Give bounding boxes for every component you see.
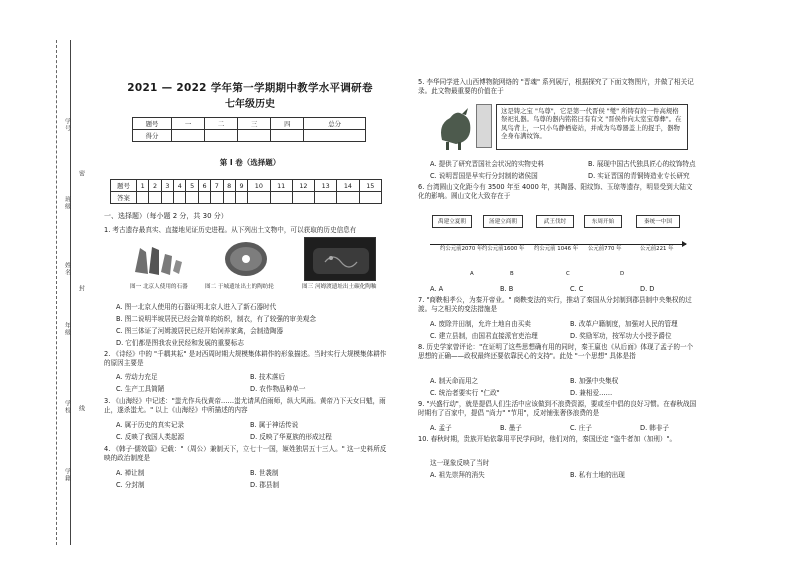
q6-option-c[interactable]: C. C	[570, 285, 584, 293]
q6-option-b[interactable]: B. B	[500, 285, 514, 293]
q8-option-c[interactable]: C. 统治者要实行 "仁政"	[430, 389, 500, 397]
q7-option-d[interactable]: D. 奖励军功，按军功大小授予爵位	[570, 332, 672, 340]
score-table	[132, 117, 366, 142]
answer-header-cell: 4	[174, 180, 186, 192]
score-header-cell: 题号	[133, 118, 172, 130]
answer-header-cell: 1	[137, 180, 149, 192]
answer-input-cell[interactable]	[337, 192, 359, 204]
binding-marker-closure: 封	[77, 285, 85, 292]
q3-option-c[interactable]: C. 反映了我国人类起源	[116, 433, 185, 441]
q9-option-d[interactable]: D. 韩非子	[640, 424, 670, 432]
q7-option-a[interactable]: A. 废除井田制，允许土地自由买卖	[430, 320, 531, 328]
q2-option-b[interactable]: B. 技术落后	[250, 373, 286, 381]
caption-fig3: 图三 河姆渡遗址出土碳化陶釉	[302, 284, 377, 290]
score-row-label: 得分	[133, 130, 172, 142]
timeline-date: 约公元前2070 年	[440, 246, 483, 252]
q9-option-a[interactable]: A. 孟子	[430, 424, 452, 432]
timeline-letter-a: A	[470, 271, 474, 277]
answer-header-cell: 8	[223, 180, 235, 192]
q5-option-c[interactable]: C. 说明晋国是早实行分封制的诸侯国	[430, 172, 538, 180]
spindle-whorl-icon	[222, 240, 270, 278]
answer-input-cell[interactable]	[174, 192, 186, 204]
timeline-date: 约公元前 1046 年	[534, 246, 579, 252]
stone-tools-icon	[132, 242, 184, 278]
pottery-image	[304, 237, 376, 281]
q1-option-a[interactable]: A. 图一北京人使用的石器证明北京人进入了新石器时代	[116, 303, 277, 311]
bird-vessel-icon	[432, 102, 482, 152]
answer-header-cell: 5	[186, 180, 198, 192]
q4-option-c[interactable]: C. 分封制	[116, 481, 145, 489]
q6-option-d[interactable]: D. D	[640, 285, 655, 293]
score-header-cell: 总分	[304, 118, 366, 130]
score-input-cell[interactable]	[238, 130, 271, 142]
q5-note-box: 这是铸之宝 "鸟尊"，它是第一代晋侯 "燮" 所铸有的一件高规格祭祀礼器。鸟尊的器内铭铭曰有有文 "晋侯作向太室宝尊彝"。在凤鸟背上，一只小鸟静栖姿站，并成为鸟尊器盖上的捉手，器物全身布满纹饰。	[496, 104, 688, 150]
q3-option-a[interactable]: A. 属于历史的真实记录	[116, 421, 184, 429]
binding-marker-seal: 密	[77, 170, 85, 177]
q2-option-a[interactable]: A. 劳动力充足	[116, 373, 158, 381]
answer-header-cell: 11	[270, 180, 292, 192]
q2-option-c[interactable]: C. 生产工具简陋	[116, 385, 165, 393]
answer-input-cell[interactable]	[198, 192, 210, 204]
spindle-whorl-image	[222, 240, 270, 278]
inscription-rubbing	[476, 104, 492, 148]
q8-option-b[interactable]: B. 加强中央集权	[570, 377, 619, 385]
answer-input-cell[interactable]	[211, 192, 223, 204]
timeline-box-zhou: 武王伐纣	[536, 215, 574, 228]
answer-input-cell[interactable]	[359, 192, 381, 204]
answer-input-cell[interactable]	[149, 192, 161, 204]
q4-option-b[interactable]: B. 世袭制	[250, 469, 279, 477]
q1-option-b[interactable]: B. 图二说明半坡居民已经会简单的纺织，制衣，有了较强的审美观念	[116, 315, 316, 323]
q9-option-c[interactable]: C. 庄子	[570, 424, 592, 432]
answer-input-cell[interactable]	[292, 192, 314, 204]
q7-option-c[interactable]: C. 建立县制，由国君直接派官吏治理	[430, 332, 538, 340]
question-2: 2. 《诗经》中的 "千耦其耘" 是对西周时期大规模集体耕作的形象描述。当时实行大规模集体耕作的原因主要是	[104, 350, 387, 367]
answer-input-cell[interactable]	[270, 192, 292, 204]
q1-option-d[interactable]: D. 它们都是图我农业民经和发展的重要标志	[116, 339, 244, 347]
exam-title: 2021 — 2022 学年第一学期期中教学水平调研卷	[127, 82, 373, 94]
question-1: 1. 考古遗存最真实、直接地见证历史进程。从下列出土文物中，可以获取的历史信息有	[104, 226, 357, 234]
section-title: 第 I 卷（选择题）	[219, 158, 281, 167]
answer-input-cell[interactable]	[161, 192, 173, 204]
answer-header-cell: 10	[248, 180, 270, 192]
answer-header-cell: 7	[211, 180, 223, 192]
answer-header-cell: 3	[161, 180, 173, 192]
bird-vessel-image	[432, 102, 482, 152]
timeline-arrow-icon	[682, 241, 687, 247]
score-header-cell: 三	[238, 118, 271, 130]
answer-input-cell[interactable]	[186, 192, 198, 204]
score-header-cell: 四	[271, 118, 304, 130]
question-6: 6. 台湾圆山文化距今有 3500 年至 4000 年，其陶器、阳纹饰、玉琼等遗存，明显受到大陆文化的影响。圆山文化大致存在于	[418, 183, 693, 200]
binding-label-class: 班级	[63, 196, 71, 210]
answer-header-cell: 15	[359, 180, 381, 192]
timeline-letter-c: C	[566, 271, 570, 277]
q3-option-d[interactable]: D. 反映了华夏族的形成过程	[250, 433, 332, 441]
answer-input-cell[interactable]	[223, 192, 235, 204]
answer-header-cell: 12	[292, 180, 314, 192]
caption-fig2: 图二 于城遗址出土的陶纺轮	[205, 284, 274, 290]
q10-option-a[interactable]: A. 祖先崇拜的消失	[430, 471, 485, 479]
answer-header-cell: 13	[315, 180, 337, 192]
answer-header-cell: 6	[198, 180, 210, 192]
score-header-cell: 二	[205, 118, 238, 130]
question-4: 4. 《韩子·儒效篇》记载："（周公）兼制天下，立七十一国，姬姓独居五十三人。" 这一史料所反映的政治制度是	[104, 445, 387, 462]
q8-option-d[interactable]: D. 兼相爱……	[570, 389, 613, 397]
score-input-cell[interactable]	[271, 130, 304, 142]
q10-subprompt: 这一现象反映了当时	[430, 459, 490, 467]
timeline-box-qin: 秦统一中国	[636, 215, 680, 228]
q5-option-a[interactable]: A. 提供了研究晋国社会状况的实物史料	[430, 160, 545, 168]
q1-option-c[interactable]: C. 图三体证了河姆渡居民已经开始饲养家禽，会制造陶器	[116, 327, 284, 335]
timeline-date: 约公元前1600 年	[482, 246, 525, 252]
question-9: 9. "兴盛行动"，就是提倡人们生活中应该做到不浪费资源，要或至中倡的良好习惯。在春秋战国时期有了百家中，提倡 "尚力" "节用"，反对铺张奢侈浪费的是	[418, 400, 697, 417]
binding-dashed-line	[56, 40, 57, 545]
question-3: 3. 《山海经》中记述："蚩尤作兵伐黄帝……蚩尤请风伯雨师，纵大风雨。黄帝乃下天女曰魃，雨止，遂杀蚩尤。" 以上《山海经》中所描述的内容	[104, 397, 386, 414]
question-8: 8. 历史学家曾评论："在证明了这些思想确有用的同时，秦王嬴也《从后面》体现了孟子的一个思想的正确——政权最终还要依靠民心的支持"。此处 "一个思想" 具体是指	[418, 343, 694, 360]
timeline-box-xia: 禹建立夏朝	[432, 215, 472, 228]
answer-header-cell: 9	[235, 180, 247, 192]
caption-fig1: 图一 北京人使用的石器	[130, 284, 188, 290]
timeline-box-shang: 汤建立商朝	[483, 215, 523, 228]
answer-header-cell: 14	[337, 180, 359, 192]
answer-input-cell[interactable]	[235, 192, 247, 204]
score-input-cell[interactable]	[205, 130, 238, 142]
score-input-cell[interactable]	[304, 130, 366, 142]
binding-label-name: 姓名	[63, 262, 71, 276]
pottery-icon	[305, 238, 377, 282]
q8-option-a[interactable]: A. 制天命而用之	[430, 377, 479, 385]
timeline-box-eastern-zhou: 东周开始	[584, 215, 622, 228]
exam-subject: 七年级历史	[225, 99, 275, 110]
q6-option-a[interactable]: A. A	[430, 285, 444, 293]
part1-header: 一、选择题）（每小题 2 分，共 30 分）	[104, 212, 228, 220]
answer-input-cell[interactable]	[315, 192, 337, 204]
binding-label-grade: 年级	[63, 322, 71, 336]
binding-label-student-id: 学号	[63, 118, 71, 132]
score-header-cell: 一	[172, 118, 205, 130]
q2-option-d[interactable]: D. 农作物品种单一	[250, 385, 306, 393]
binding-label-school: 学校	[63, 400, 71, 414]
timeline-date: 公元前770 年	[588, 246, 622, 252]
answer-table	[110, 179, 382, 204]
answer-row-label: 答案	[111, 192, 137, 204]
binding-label-registry: 学籍	[63, 468, 71, 482]
timeline-letter-b: B	[510, 271, 514, 277]
q5-option-b[interactable]: B. 展现中国古代独具匠心的纹饰特点	[588, 160, 696, 168]
answer-input-cell[interactable]	[137, 192, 149, 204]
stone-tools-image	[132, 242, 184, 278]
timeline-letter-d: D	[620, 271, 625, 277]
q3-option-b[interactable]: B. 属于神话传说	[250, 421, 299, 429]
q4-option-d[interactable]: D. 郡县制	[250, 481, 280, 489]
q5-option-d[interactable]: D. 实证晋国的青铜铸造业专长研究	[588, 172, 690, 180]
q7-option-b[interactable]: B. 改革户籍制度，加强对人民的管理	[570, 320, 678, 328]
question-7: 7. "商鞅相孝公，为秦开帝业。" 商鞅变法的实行，推动了秦国从分封制到郡县制中央集权的过渡。与之相关的变法措施是	[418, 296, 692, 313]
score-input-cell[interactable]	[172, 130, 205, 142]
question-10: 10. 春秋时期，贵族开始依靠用平民学问时，他们对的，秦国还定 "盗牛者加（加刑）"。	[418, 435, 677, 443]
answer-input-cell[interactable]	[248, 192, 270, 204]
answer-header-cell: 2	[149, 180, 161, 192]
timeline-axis	[430, 244, 686, 245]
binding-marker-line: 线	[77, 405, 85, 412]
question-5: 5. 李华同学进入山西博物院网络的 "晋魂" 系列展厅，根据探究了下面文物图片，并做了相关记录。此文物最重要的价值在于	[418, 78, 694, 95]
q10-option-b[interactable]: B. 私有土地的出现	[570, 471, 625, 479]
answer-header-cell: 题号	[111, 180, 137, 192]
q9-option-b[interactable]: B. 墨子	[500, 424, 522, 432]
timeline-date: 公元前221 年	[640, 246, 674, 252]
q4-option-a[interactable]: A. 禅让制	[116, 469, 145, 477]
